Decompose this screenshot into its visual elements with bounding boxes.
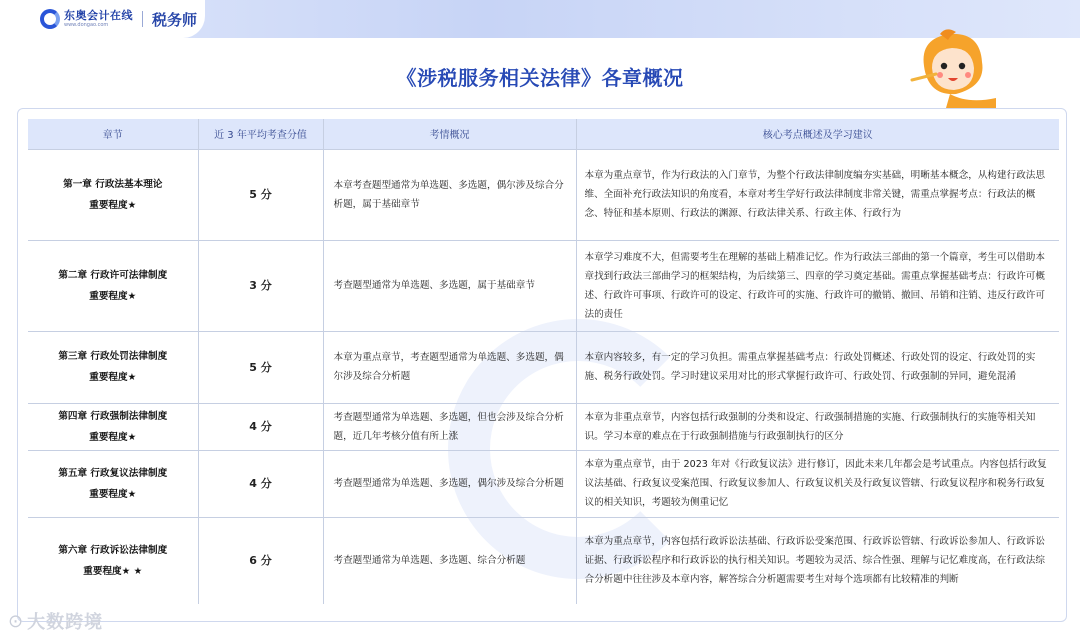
overview-cell: 考查题型通常为单选题、多选题、综合分析题 <box>323 517 576 604</box>
chapter-cell <box>28 403 198 450</box>
table-header-row <box>28 119 1059 149</box>
overview-cell: 考查题型通常为单选题、多选题，属于基础章节 <box>323 240 576 331</box>
advice-cell: 本章为非重点章节，内容包括行政强制的分类和设定、行政强制措施的实施、行政强制执行的实施等相关知识。学习本章的难点在于行政强制措施与行政强制执行的区分 <box>576 403 1059 450</box>
table-row <box>28 149 1059 240</box>
table-row <box>28 331 1059 403</box>
logo-divider <box>142 11 143 27</box>
table-row <box>28 450 1059 517</box>
overview-cell: 本章考查题型通常为单选题、多选题，偶尔涉及综合分析题，属于基础章节 <box>323 149 576 240</box>
chapter-importance: 重要程度★ <box>89 199 137 211</box>
header-overview: 考情概况 <box>323 119 576 149</box>
brand-name: 东奥会计在线 <box>64 9 133 22</box>
chapter-title: 第六章 行政诉讼法律制度 <box>58 544 168 556</box>
chapter-importance: 重要程度★ ★ <box>83 565 143 577</box>
chapter-cell <box>28 517 198 604</box>
header-advice: 核心考点概述及学习建议 <box>576 119 1059 149</box>
chapter-importance: 重要程度★ <box>89 488 137 500</box>
table-row <box>28 517 1059 604</box>
table-row <box>28 240 1059 331</box>
chapter-cell <box>28 450 198 517</box>
chapter-title: 第三章 行政处罚法律制度 <box>58 351 168 362</box>
chapter-cell <box>28 149 198 240</box>
score-cell: 3 分 <box>198 240 323 331</box>
brand-url: www.dongao.com <box>64 22 109 28</box>
score-cell: 5 分 <box>198 331 323 403</box>
mascot-illustration <box>910 28 1000 108</box>
brand-logo[interactable] <box>0 0 205 38</box>
chapter-cell <box>28 240 198 331</box>
chapter-importance: 重要程度★ <box>89 290 137 302</box>
advice-cell: 本章为重点章节，由于 2023 年对《行政复议法》进行修订，因此未来几年都会是考试重点。内容包括行政复议法基础、行政复议受案范围、行政复议参加人、行政复议机关及行政复议管辖、行政复议程序和税务行政复议的相关知识，考题较为侧重记忆 <box>576 450 1059 517</box>
advice-cell: 本章学习难度不大，但需要考生在理解的基础上精准记忆。作为行政法三部曲的第一个篇章，考生可以借助本章找到行政法三部曲学习的框架结构，为后续第三、四章的学习奠定基础。需重点掌握基础考点：行政许可概述、行政许可事项、行政许可的设定、行政许可的实施、行政许可的撤销、撤回、吊销和注销、违反行政许可法的责任 <box>576 240 1059 331</box>
chapter-title: 第四章 行政强制法律制度 <box>58 410 168 422</box>
advice-cell: 本章为重点章节，作为行政法的入门章节，为整个行政法律制度编夯实基础，明晰基本概念，从构建行政法思维、全面补充行政法知识的角度看，本章对考生学好行政法律制度非常关键，需重点掌握考点：行政法的概念、特征和基本原则、行政法的渊源、行政法律关系、行政主体、行政行为 <box>576 149 1059 240</box>
page-title: 《涉税服务相关法律》各章概况 <box>396 66 684 90</box>
overview-cell: 考查题型通常为单选题、多选题，但也会涉及综合分析题，近几年考核分值有所上涨 <box>323 403 576 450</box>
chapter-table <box>28 119 1059 604</box>
score-cell: 4 分 <box>198 450 323 517</box>
summary-card <box>17 108 1067 622</box>
advice-cell: 本章为重点章节，内容包括行政诉讼法基础、行政诉讼受案范围、行政诉讼管辖、行政诉讼参加人、行政诉讼证据、行政诉讼程序和行政诉讼的执行相关知识。考题较为灵活、综合性强、理解与记忆难度高，在行政法综合分析题中往往涉及本章内容，解答综合分析题需要考生对每个选项都有比较精准的判断 <box>576 517 1059 604</box>
chapter-title: 第五章 行政复议法律制度 <box>58 467 168 479</box>
table-row <box>28 403 1059 450</box>
chapter-importance: 重要程度★ <box>89 372 137 383</box>
score-cell: 4 分 <box>198 403 323 450</box>
watermark <box>8 606 103 636</box>
header-score: 近 3 年平均考查分值 <box>198 119 323 149</box>
overview-cell: 考查题型通常为单选题、多选题，偶尔涉及综合分析题 <box>323 450 576 517</box>
chapter-importance: 重要程度★ <box>89 431 137 443</box>
score-cell: 5 分 <box>198 149 323 240</box>
score-cell: 6 分 <box>198 517 323 604</box>
overview-cell: 本章为重点章节，考查题型通常为单选题、多选题，偶尔涉及综合分析题 <box>323 331 576 403</box>
header-chapter: 章节 <box>28 119 198 149</box>
advice-cell: 本章内容较多，有一定的学习负担。需重点掌握基础考点：行政处罚概述、行政处罚的设定、行政处罚的实施、税务行政处罚。学习时建议采用对比的形式掌握行政许可、行政处罚、行政强制的异同，避免混淆 <box>576 331 1059 403</box>
logo-icon <box>40 9 60 29</box>
watermark-text: 大数跨境 <box>27 612 104 633</box>
brand-subtitle: 税务师 <box>152 10 198 29</box>
chapter-cell <box>28 331 198 403</box>
chapter-title: 第二章 行政许可法律制度 <box>58 269 168 281</box>
watermark-icon: ⊙ <box>8 610 24 632</box>
chapter-title: 第一章 行政法基本理论 <box>63 178 163 190</box>
